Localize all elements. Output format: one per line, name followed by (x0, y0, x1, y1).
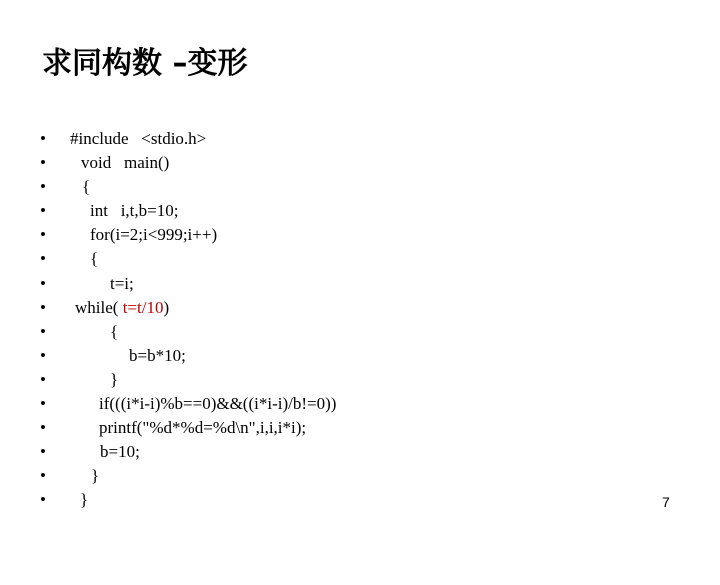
code-line (38, 199, 179, 223)
bullet-icon: • (40, 370, 46, 388)
code-text: t=i; (110, 273, 134, 293)
bullet-icon: • (40, 419, 46, 437)
code-text: void main() (81, 153, 170, 173)
page-number: 7 (662, 494, 670, 510)
code-line (38, 320, 119, 344)
code-text: printf("%d*%d=%d\n",i,i,i*i); (99, 418, 307, 438)
code-text: b=b*10; (129, 345, 186, 365)
code-line (38, 175, 91, 199)
code-line (38, 464, 100, 488)
code-line (38, 247, 99, 271)
bullet-icon: • (40, 274, 46, 292)
code-text: for(i=2;i<999;i++) (90, 225, 218, 245)
code-line (38, 127, 207, 151)
code-text: { (90, 249, 99, 269)
code-text: if(((i*i-i)%b==0)&&((i*i-i)/b!=0)) (99, 394, 337, 414)
code-line (38, 392, 337, 416)
code-line (38, 488, 89, 512)
code-line (38, 272, 134, 296)
bullet-icon: • (40, 443, 46, 461)
code-line (38, 151, 170, 175)
code-text: int i,t,b=10; (90, 201, 179, 221)
slide-title: 求同构数 –变形 (42, 46, 248, 81)
bullet-icon: • (40, 250, 46, 268)
bullet-icon: • (40, 154, 46, 172)
bullet-icon: • (40, 226, 46, 244)
code-text: b=10; (100, 442, 140, 462)
code-text: #include <stdio.h> (70, 129, 207, 148)
code-line (38, 440, 140, 464)
bullet-icon: • (40, 130, 46, 147)
code-text: { (82, 177, 91, 197)
bullet-icon: • (40, 178, 46, 196)
code-text: { (110, 321, 119, 341)
code-text: } (91, 466, 100, 486)
code-line (38, 368, 119, 392)
bullet-icon: • (40, 298, 46, 316)
bullet-icon: • (40, 322, 46, 340)
code-text-pre: while( (75, 297, 123, 317)
bullet-icon: • (40, 395, 46, 413)
bullet-icon: • (40, 346, 46, 364)
code-text-post: ) (163, 297, 170, 317)
bullet-icon: • (40, 491, 46, 509)
code-line (38, 223, 218, 247)
code-line (38, 344, 186, 368)
code-list (38, 127, 337, 513)
bullet-icon: • (40, 467, 46, 485)
code-line (38, 296, 170, 320)
code-text (75, 296, 169, 320)
highlighted-code: t=t/10 (122, 297, 164, 317)
code-text: } (110, 369, 119, 389)
code-line (38, 416, 307, 440)
code-text: } (80, 490, 89, 510)
bullet-icon: • (40, 202, 46, 220)
